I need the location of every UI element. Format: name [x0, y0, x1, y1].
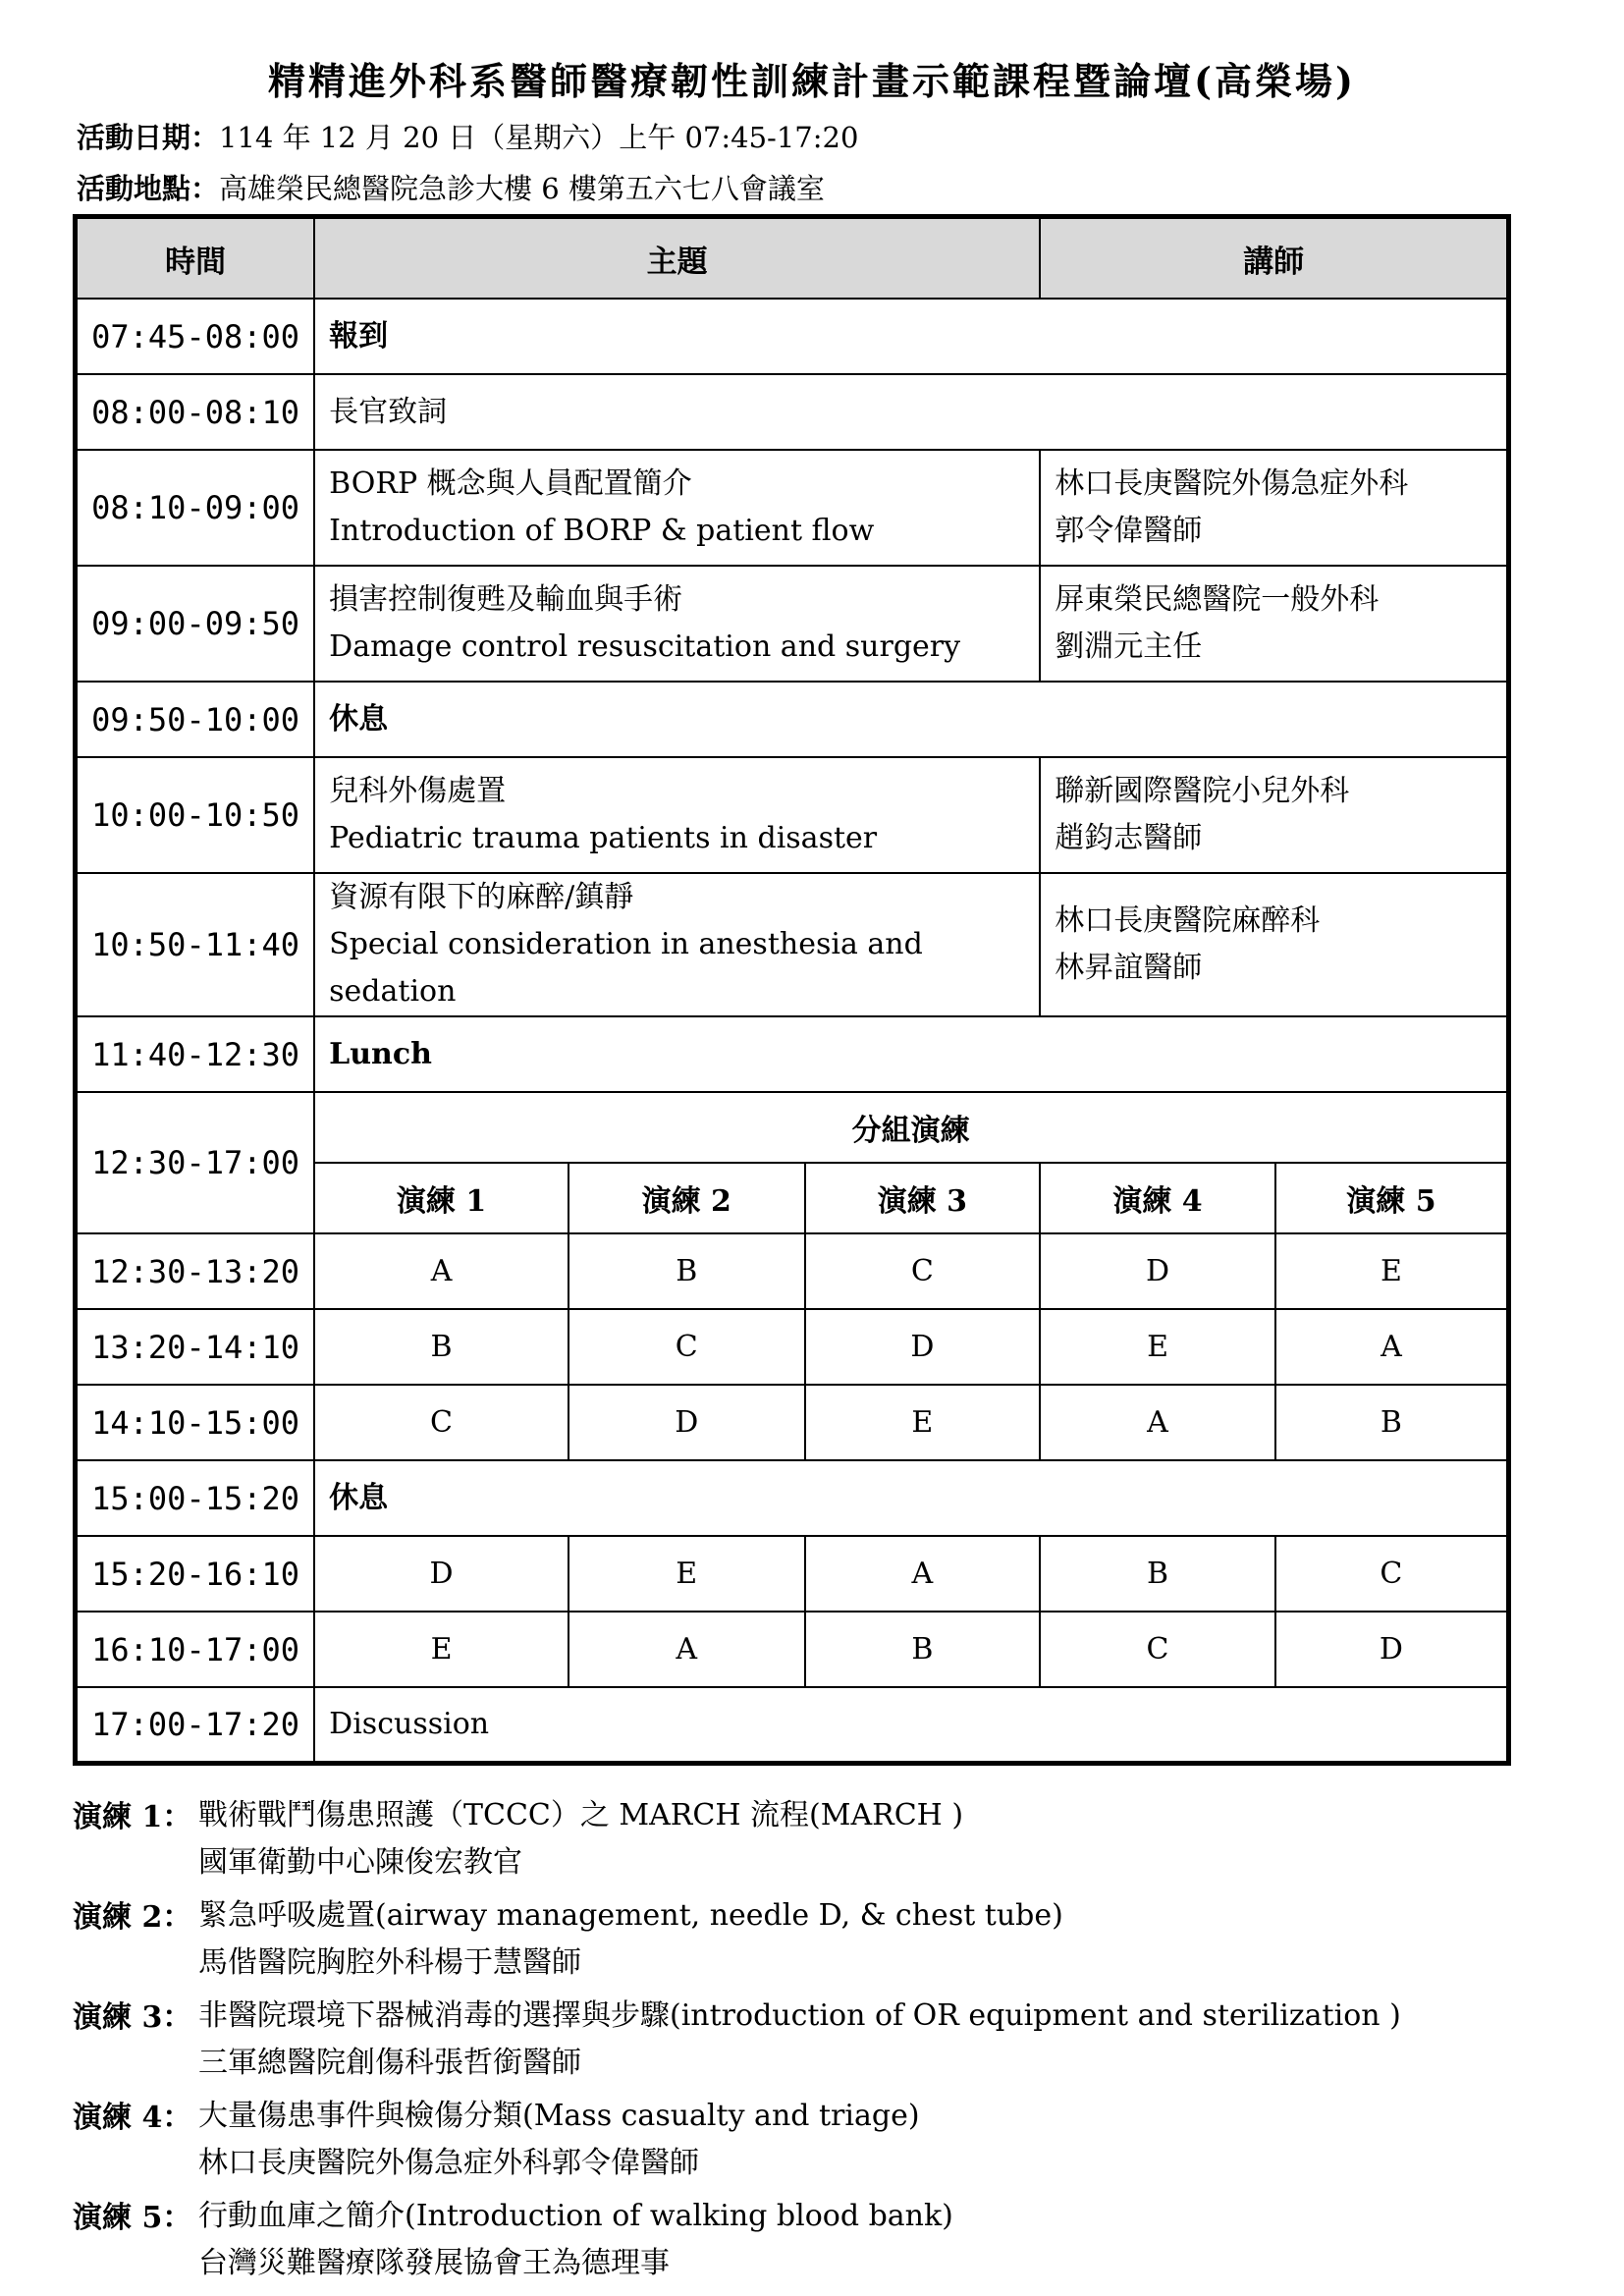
drill-slot: C	[1040, 1612, 1275, 1687]
table-row	[76, 1385, 1509, 1460]
drill-header: 演練 3	[805, 1163, 1041, 1233]
drill-slot: C	[314, 1385, 568, 1460]
drill-slot: A	[1040, 1385, 1275, 1460]
topic-en: Introduction of BORP & patient flow	[329, 514, 875, 548]
drill-slot: E	[1275, 1233, 1509, 1309]
event-date	[77, 116, 858, 156]
drill-slot: C	[1275, 1536, 1509, 1612]
event-place	[77, 167, 825, 207]
topic-en: Pediatric trauma patients in disaster	[329, 821, 878, 855]
drill-note-label: 演練 3：	[73, 2000, 192, 2035]
speaker-name: 劉淵元主任	[1055, 629, 1203, 664]
drill-note-topic: 緊急呼吸處置(airway management, needle D, & chest tube)	[198, 1898, 1063, 1933]
event-date-label: 活動日期：	[77, 121, 220, 154]
speaker-affiliation: 聯新國際醫院小兒外科	[1055, 774, 1350, 808]
row-time: 10:00-10:50	[76, 757, 315, 873]
drill-note	[73, 1792, 1565, 1886]
row-speaker	[1040, 566, 1508, 682]
table-header-row	[76, 217, 1509, 300]
drill-slot: B	[805, 1612, 1041, 1687]
row-time: 09:50-10:00	[76, 682, 315, 757]
topic-en: Damage control resuscitation and surgery	[329, 629, 961, 664]
speaker-affiliation: 林口長庚醫院外傷急症外科	[1055, 466, 1409, 501]
drill-note-topic: 大量傷患事件與檢傷分類(Mass casualty and triage)	[198, 2099, 920, 2133]
table-row	[76, 1536, 1509, 1612]
drill-note-label: 演練 2：	[73, 1900, 192, 1935]
drill-slot: A	[1275, 1309, 1509, 1385]
drill-note-label: 演練 1：	[73, 1800, 192, 1834]
speaker-name: 趙鈞志醫師	[1055, 821, 1203, 855]
row-time: 15:00-15:20	[76, 1460, 315, 1536]
row-time: 10:50-11:40	[76, 873, 315, 1016]
drill-note-label: 演練 4：	[73, 2101, 192, 2135]
event-place-value: 高雄榮民總醫院急診大樓 6 樓第五六七八會議室	[219, 172, 825, 205]
row-topic: 報到	[314, 299, 1508, 374]
drill-slot: C	[568, 1309, 805, 1385]
drill-slot: A	[314, 1233, 568, 1309]
table-row	[76, 1309, 1509, 1385]
drill-slot: D	[1040, 1233, 1275, 1309]
table-row	[76, 1016, 1509, 1092]
row-speaker	[1040, 450, 1508, 566]
group-drill-title-row	[76, 1092, 1509, 1163]
drill-header: 演練 2	[568, 1163, 805, 1233]
row-time: 13:20-14:10	[76, 1309, 315, 1385]
drill-slot: E	[1040, 1309, 1275, 1385]
row-topic: 長官致詞	[314, 374, 1508, 450]
row-topic	[314, 873, 1040, 1016]
row-time: 17:00-17:20	[76, 1687, 315, 1763]
row-topic	[314, 566, 1040, 682]
topic-zh: 兒科外傷處置	[329, 774, 507, 808]
header-time: 時間	[76, 217, 315, 300]
drill-slot: B	[314, 1309, 568, 1385]
row-speaker	[1040, 757, 1508, 873]
table-row	[76, 1233, 1509, 1309]
row-time: 12:30-17:00	[76, 1092, 315, 1233]
row-time: 14:10-15:00	[76, 1385, 315, 1460]
row-time: 08:00-08:10	[76, 374, 315, 450]
drill-slot: E	[568, 1536, 805, 1612]
row-topic: 休息	[314, 682, 1508, 757]
drill-slot: E	[314, 1612, 568, 1687]
drill-note-topic: 非醫院環境下器械消毒的選擇與步驟(introduction of OR equipment and sterilization )	[198, 1998, 1401, 2033]
drill-slot: D	[805, 1309, 1041, 1385]
drill-note-label: 演練 5：	[73, 2201, 192, 2235]
drill-note-topic: 戰術戰鬥傷患照護（TCCC）之 MARCH 流程(MARCH )	[198, 1798, 964, 1832]
table-row	[76, 1687, 1509, 1763]
table-row	[76, 566, 1509, 682]
schedule-table	[73, 214, 1511, 1766]
drill-slot: A	[805, 1536, 1041, 1612]
row-time: 09:00-09:50	[76, 566, 315, 682]
row-time: 12:30-13:20	[76, 1233, 315, 1309]
speaker-name: 林昇誼醫師	[1055, 951, 1203, 985]
topic-en: Special consideration in anesthesia and sedation	[329, 927, 923, 1009]
table-row	[76, 682, 1509, 757]
table-row	[76, 1460, 1509, 1536]
drill-slot: B	[1040, 1536, 1275, 1612]
drill-slot: E	[805, 1385, 1041, 1460]
drill-note-instructor: 林口長庚醫院外傷急症外科郭令偉醫師	[198, 2146, 699, 2180]
drill-note	[73, 1892, 1565, 1987]
table-row	[76, 1612, 1509, 1687]
drill-notes	[73, 1792, 1565, 2293]
table-row	[76, 299, 1509, 374]
row-time: 16:10-17:00	[76, 1612, 315, 1687]
row-time: 15:20-16:10	[76, 1536, 315, 1612]
drill-header: 演練 1	[314, 1163, 568, 1233]
row-topic: Discussion	[314, 1687, 1508, 1763]
row-topic: Lunch	[314, 1016, 1508, 1092]
topic-zh: 資源有限下的麻醉/鎮靜	[329, 880, 634, 914]
row-topic	[314, 450, 1040, 566]
row-time: 08:10-09:00	[76, 450, 315, 566]
drill-slot: D	[1275, 1612, 1509, 1687]
speaker-affiliation: 林口長庚醫院麻醉科	[1055, 903, 1321, 938]
table-row	[76, 374, 1509, 450]
drill-slot: B	[1275, 1385, 1509, 1460]
topic-zh: 損害控制復甦及輸血與手術	[329, 582, 683, 617]
drill-slot: A	[568, 1612, 805, 1687]
header-speaker: 講師	[1040, 217, 1508, 300]
group-drill-title: 分組演練	[314, 1092, 1508, 1163]
drill-slot: C	[805, 1233, 1041, 1309]
page-title: 精精進外科系醫師醫療韌性訓練計畫示範課程暨論壇(高榮場)	[268, 59, 1356, 103]
speaker-affiliation: 屏東榮民總醫院一般外科	[1055, 582, 1380, 617]
drill-note-instructor: 國軍衛勤中心陳俊宏教官	[198, 1845, 522, 1880]
drill-note	[73, 1993, 1565, 2087]
drill-note	[73, 2193, 1565, 2287]
table-row	[76, 757, 1509, 873]
drill-slot: D	[314, 1536, 568, 1612]
drill-note-topic: 行動血庫之簡介(Introduction of walking blood bank)	[198, 2199, 953, 2233]
drill-slot: B	[568, 1233, 805, 1309]
row-speaker	[1040, 873, 1508, 1016]
row-time: 07:45-08:00	[76, 299, 315, 374]
drill-header: 演練 4	[1040, 1163, 1275, 1233]
row-time: 11:40-12:30	[76, 1016, 315, 1092]
speaker-name: 郭令偉醫師	[1055, 514, 1203, 548]
drill-header: 演練 5	[1275, 1163, 1509, 1233]
drill-slot: D	[568, 1385, 805, 1460]
drill-note-instructor: 台灣災難醫療隊發展協會王為德理事	[198, 2246, 670, 2280]
drill-note-instructor: 馬偕醫院胸腔外科楊于慧醫師	[198, 1945, 581, 1980]
topic-zh: BORP 概念與人員配置簡介	[329, 466, 692, 501]
event-place-label: 活動地點：	[77, 172, 220, 205]
drill-note	[73, 2093, 1565, 2187]
table-row	[76, 873, 1509, 1016]
event-date-value: 114 年 12 月 20 日（星期六）上午 07:45-17:20	[219, 121, 859, 154]
header-topic: 主題	[314, 217, 1040, 300]
row-topic: 休息	[314, 1460, 1508, 1536]
row-topic	[314, 757, 1040, 873]
drill-note-instructor: 三軍總醫院創傷科張哲銜醫師	[198, 2046, 581, 2080]
table-row	[76, 450, 1509, 566]
